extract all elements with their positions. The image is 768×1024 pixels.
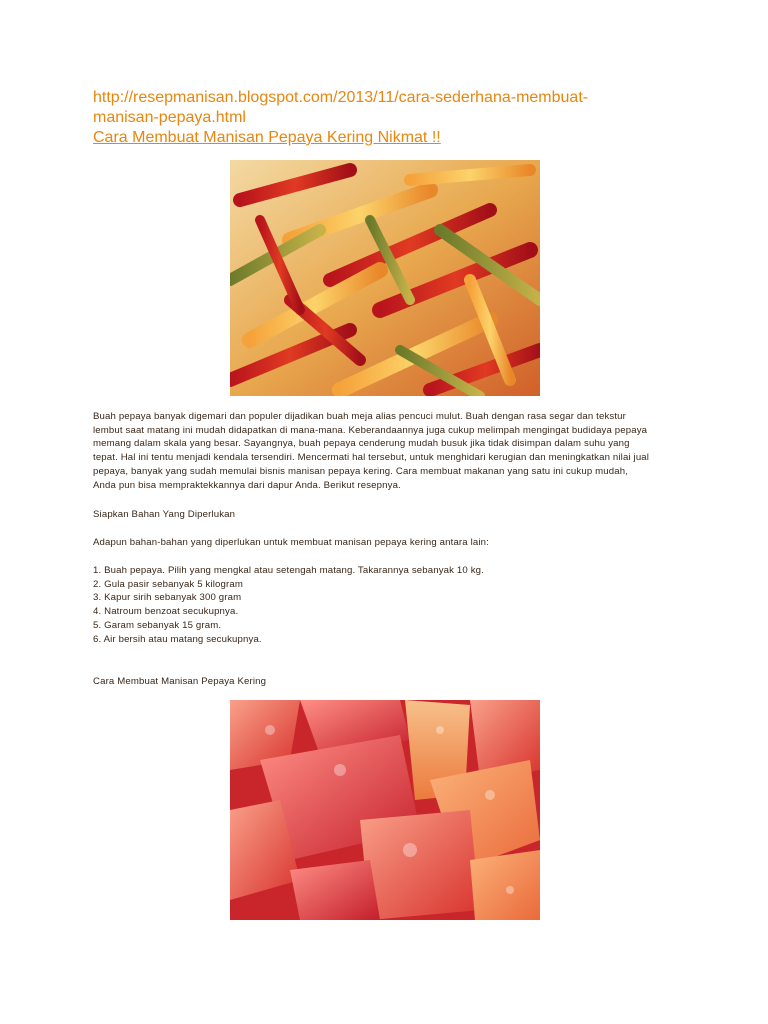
intro-paragraph — [93, 410, 683, 492]
source-url-line-1[interactable]: http://resepmanisan.blogspot.com/2013/11/cara-sederhana-membuat- — [93, 89, 589, 106]
papaya-cubes-photo — [230, 700, 540, 920]
article-title-link[interactable]: Cara Membuat Manisan Pepaya Kering Nikmat !! — [93, 129, 441, 146]
intro-line: pepaya, banyak yang sudah memulai bisnis manisan pepaya kering. Cara membuat makanan yang satu ini cukup mudah, — [93, 465, 629, 477]
ingredient-item: 6. Air bersih atau matang secukupnya. — [93, 633, 262, 645]
ingredient-item: 5. Garam sebanyak 15 gram. — [93, 619, 222, 631]
ingredient-item: 2. Gula pasir sebanyak 5 kilogram — [93, 578, 243, 590]
source-url-line-2[interactable]: manisan-pepaya.html — [93, 109, 246, 126]
ingredient-item: 3. Kapur sirih sebanyak 300 gram — [93, 592, 242, 604]
ingredients-heading: Siapkan Bahan Yang Diperlukan — [93, 509, 236, 520]
ingredients-list — [93, 564, 683, 646]
papaya-strips-photo — [230, 160, 540, 396]
method-heading: Cara Membuat Manisan Pepaya Kering — [93, 676, 267, 687]
ingredient-item: 1. Buah pepaya. Pilih yang mengkal atau setengah matang. Takarannya sebanyak 10 kg. — [93, 565, 484, 576]
intro-line: Anda pun bisa mempraktekkannya dari dapur Anda. Berikut resepnya. — [93, 479, 401, 491]
intro-line: tepat. Hal ini tentu menjadi kendala tersendiri. Mencermati hal tersebut, untuk menghidari kerugian dan meningkatkan nilai jual — [93, 452, 650, 464]
ingredient-item: 4. Natroum benzoat secukupnya. — [93, 606, 239, 618]
intro-line: memang dalam skala yang besar. Sayangnya, buah pepaya cenderung mudah busuk jika tidak disimpan dalam suhu yang — [93, 438, 630, 450]
intro-line: lembut saat matang ini mudah didapatkan di mana-mana. Keberandaannya juga cukup melimpah mengingat budidaya pepaya — [93, 424, 648, 436]
intro-line: Buah pepaya banyak digemari dan populer dijadikan buah meja alias pencuci mulut. Buah dengan rasa segar dan tekstur — [93, 411, 626, 422]
ingredients-intro: Adapun bahan-bahan yang diperlukan untuk membuat manisan pepaya kering antara lain: — [93, 537, 489, 548]
